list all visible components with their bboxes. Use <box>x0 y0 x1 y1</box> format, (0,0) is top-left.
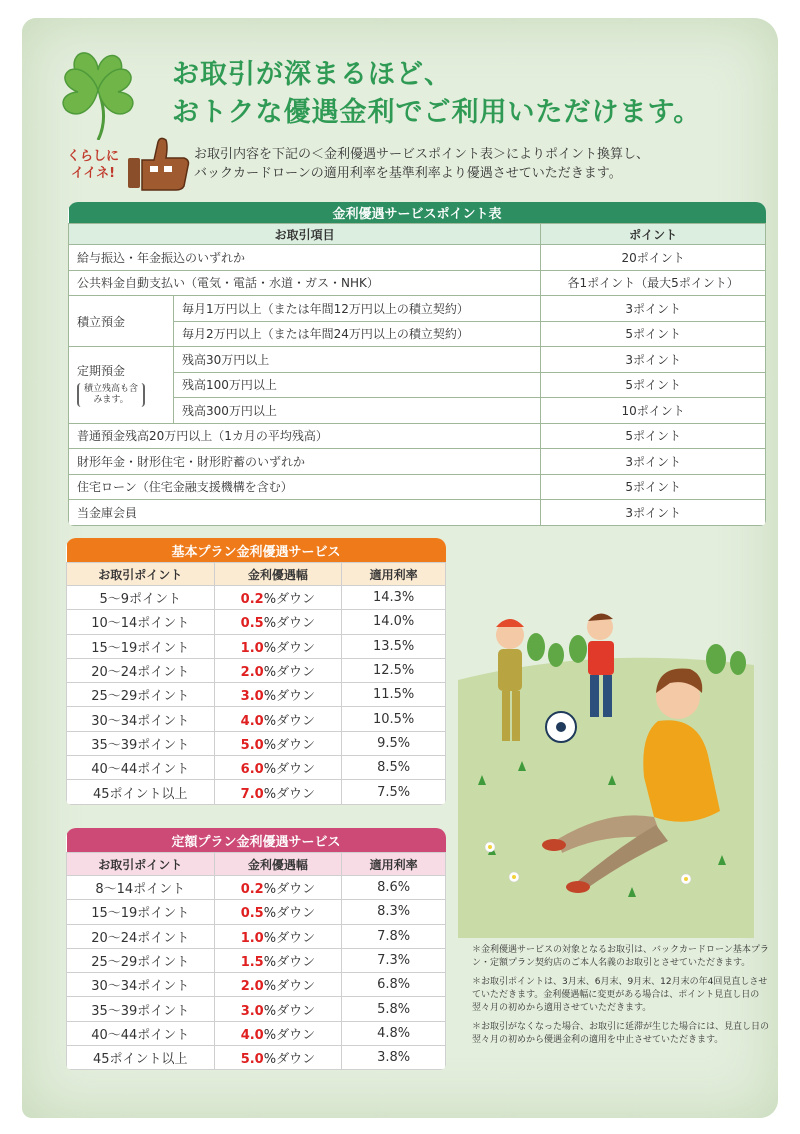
table-row <box>67 756 446 780</box>
points-cell: 40～44ポイント <box>67 1021 215 1045</box>
table-row <box>69 449 766 475</box>
points-cell: 35～39ポイント <box>67 997 215 1021</box>
rate-cell: 5.8% <box>342 997 446 1021</box>
rate-cell: 11.5% <box>342 683 446 707</box>
discount-value: 3.0 <box>240 689 264 705</box>
points-cell: 35～39ポイント <box>67 731 215 755</box>
kurashi-badge <box>58 148 128 182</box>
table-row <box>69 398 766 424</box>
table-row <box>67 900 446 924</box>
point-table-caption: 金利優遇サービスポイント表 <box>69 202 766 224</box>
fixed-plan-table <box>66 828 446 1070</box>
group-cell-teiki <box>69 347 174 424</box>
group-label-tsumitate: 積立預金 <box>69 296 174 347</box>
title-line-1: お取引が深まるほど、 <box>172 59 452 90</box>
table-row <box>67 731 446 755</box>
discount-suffix: %ダウン <box>263 616 316 632</box>
table-row <box>67 658 446 682</box>
discount-suffix: %ダウン <box>263 786 316 802</box>
fixed-plan-rows <box>67 876 446 1070</box>
discount-cell <box>214 780 342 804</box>
discount-cell <box>214 683 342 707</box>
discount-value: 1.0 <box>240 640 264 656</box>
table-row <box>69 474 766 500</box>
table-row <box>67 997 446 1021</box>
discount-cell <box>214 900 342 924</box>
item-cell: 毎月2万円以上（または年間24万円以上の積立契約） <box>173 321 540 347</box>
column-header-rate: 適用利率 <box>342 853 446 876</box>
table-row <box>67 780 446 804</box>
intro-line-1: お取引内容を下記の＜金利優遇サービスポイント表＞によりポイント換算し、 <box>194 147 650 162</box>
discount-cell <box>214 658 342 682</box>
title-line-2: おトクな優遇金利でご利用いただけます。 <box>172 97 702 128</box>
table-row <box>67 948 446 972</box>
point-cell: 3ポイント <box>541 296 766 322</box>
discount-suffix: %ダウン <box>263 713 316 729</box>
item-cell: 残高300万円以上 <box>173 398 540 424</box>
rate-cell: 8.5% <box>342 756 446 780</box>
discount-cell <box>214 610 342 634</box>
table-row <box>69 245 766 271</box>
rate-cell: 13.5% <box>342 634 446 658</box>
table-row <box>67 973 446 997</box>
point-cell: 20ポイント <box>541 245 766 271</box>
discount-value: 4.0 <box>240 1027 264 1043</box>
discount-value: 2.0 <box>240 665 264 681</box>
item-cell: 住宅ローン（住宅金融支援機構を含む） <box>69 474 541 500</box>
item-cell: 残高100万円以上 <box>173 372 540 398</box>
table-row <box>67 634 446 658</box>
discount-cell <box>214 924 342 948</box>
discount-suffix: %ダウン <box>263 640 316 656</box>
discount-value: 0.5 <box>240 906 264 922</box>
points-cell: 40～44ポイント <box>67 756 215 780</box>
rate-cell: 10.5% <box>342 707 446 731</box>
rate-cell: 7.3% <box>342 948 446 972</box>
rate-cell: 8.3% <box>342 900 446 924</box>
point-cell: 5ポイント <box>541 423 766 449</box>
discount-suffix: %ダウン <box>263 930 316 946</box>
discount-value: 0.2 <box>240 592 264 608</box>
basic-plan-caption: 基本プラン金利優遇サービス <box>67 538 446 563</box>
table-row <box>67 924 446 948</box>
discount-suffix: %ダウン <box>263 592 316 608</box>
table-row <box>67 610 446 634</box>
rate-cell: 4.8% <box>342 1021 446 1045</box>
point-cell: 3ポイント <box>541 500 766 526</box>
discount-value: 5.0 <box>240 1052 264 1068</box>
item-cell: 毎月1万円以上（または年間12万円以上の積立契約） <box>173 296 540 322</box>
column-header-item: お取引項目 <box>69 224 541 245</box>
rate-cell: 14.0% <box>342 610 446 634</box>
discount-value: 4.0 <box>240 713 264 729</box>
column-header-discount: 金利優遇幅 <box>214 853 342 876</box>
footnotes <box>472 944 776 1053</box>
discount-suffix: %ダウン <box>263 906 316 922</box>
fixed-plan-caption: 定額プラン金利優遇サービス <box>67 828 446 853</box>
rate-cell: 7.5% <box>342 780 446 804</box>
column-header-point: ポイント <box>541 224 766 245</box>
table-row <box>67 876 446 900</box>
table-row <box>69 321 766 347</box>
rate-cell: 3.8% <box>342 1046 446 1070</box>
footnote-2: ＊お取引ポイントは、3月末、6月末、9月末、12月末の年4回見直しさせていただきます。金利優遇幅に変更がある場合は、ポイント見直し日の翌々月の初めから適用させていただきます。 <box>472 977 768 1013</box>
page-title <box>172 56 701 132</box>
point-cell: 10ポイント <box>541 398 766 424</box>
family-park-illustration <box>458 585 754 938</box>
badge-line-2: イイネ! <box>70 166 116 181</box>
rate-cell: 12.5% <box>342 658 446 682</box>
footnote-1: ＊金利優遇サービスの対象となるお取引は、バックカードローン基本プラン・定額プラン契約店のご本人名義のお取引とさせていただきます。 <box>472 945 769 968</box>
column-header-points: お取引ポイント <box>67 853 215 876</box>
discount-value: 1.5 <box>240 955 264 971</box>
discount-value: 5.0 <box>240 737 264 753</box>
table-row <box>67 1021 446 1045</box>
group-label-teiki: 定期預金 <box>77 364 126 379</box>
points-cell: 45ポイント以上 <box>67 780 215 804</box>
discount-suffix: %ダウン <box>263 955 316 971</box>
badge-line-1: くらしに <box>66 149 119 164</box>
points-cell: 20～24ポイント <box>67 658 215 682</box>
points-cell: 5～9ポイント <box>67 586 215 610</box>
points-cell: 45ポイント以上 <box>67 1046 215 1070</box>
discount-cell <box>214 756 342 780</box>
table-row <box>69 372 766 398</box>
discount-cell <box>214 1021 342 1045</box>
discount-suffix: %ダウン <box>263 1052 316 1068</box>
basic-plan-header-row <box>67 563 446 586</box>
point-table-caption-row <box>69 202 766 224</box>
discount-cell <box>214 948 342 972</box>
discount-value: 0.5 <box>240 616 264 632</box>
table-row <box>67 1046 446 1070</box>
discount-cell <box>214 586 342 610</box>
table-row <box>69 296 766 322</box>
discount-value: 0.2 <box>240 882 264 898</box>
discount-suffix: %ダウン <box>263 1027 316 1043</box>
points-cell: 8～14ポイント <box>67 876 215 900</box>
four-leaf-clover-icon <box>48 40 148 140</box>
footnote-3: ＊お取引がなくなった場合、お取引に延滞が生じた場合には、見直し日の翌々月の初めから優遇金利の適用を中止させていただきます。 <box>472 1022 770 1045</box>
point-cell: 5ポイント <box>541 321 766 347</box>
basic-plan-rows <box>67 586 446 805</box>
group-note-teiki: 積立残高も含みます。 <box>77 383 145 407</box>
points-cell: 30～34ポイント <box>67 707 215 731</box>
table-row <box>69 270 766 296</box>
discount-value: 1.0 <box>240 930 264 946</box>
rate-cell: 14.3% <box>342 586 446 610</box>
points-cell: 10～14ポイント <box>67 610 215 634</box>
points-cell: 25～29ポイント <box>67 683 215 707</box>
point-cell: 5ポイント <box>541 372 766 398</box>
rate-cell: 7.8% <box>342 924 446 948</box>
discount-cell <box>214 707 342 731</box>
point-cell: 各1ポイント（最大5ポイント） <box>541 270 766 296</box>
column-header-discount: 金利優遇幅 <box>214 563 342 586</box>
table-row <box>69 423 766 449</box>
point-table-header-row <box>69 224 766 245</box>
discount-suffix: %ダウン <box>263 882 316 898</box>
fixed-plan-header-row <box>67 853 446 876</box>
rate-cell: 6.8% <box>342 973 446 997</box>
basic-plan-caption-row <box>67 538 446 563</box>
discount-suffix: %ダウン <box>263 979 316 995</box>
discount-cell <box>214 1046 342 1070</box>
table-row <box>67 683 446 707</box>
point-table <box>68 202 766 526</box>
discount-suffix: %ダウン <box>263 1003 316 1019</box>
rate-cell: 9.5% <box>342 731 446 755</box>
item-cell: 公共料金自動支払い（電気・電話・水道・ガス・NHK） <box>69 270 541 296</box>
discount-cell <box>214 973 342 997</box>
rate-cell: 8.6% <box>342 876 446 900</box>
discount-suffix: %ダウン <box>263 737 316 753</box>
item-cell: 普通預金残高20万円以上（1カ月の平均残高） <box>69 423 541 449</box>
table-row <box>69 500 766 526</box>
discount-value: 3.0 <box>240 1003 264 1019</box>
table-row <box>67 707 446 731</box>
discount-cell <box>214 997 342 1021</box>
discount-value: 7.0 <box>240 786 264 802</box>
table-row <box>69 347 766 373</box>
column-header-rate: 適用利率 <box>342 563 446 586</box>
discount-cell <box>214 876 342 900</box>
item-cell: 財形年金・財形住宅・財形貯蓄のいずれか <box>69 449 541 475</box>
intro-text <box>194 145 754 183</box>
thumbs-up-icon <box>126 136 192 192</box>
fixed-plan-caption-row <box>67 828 446 853</box>
discount-suffix: %ダウン <box>263 665 316 681</box>
points-cell: 15～19ポイント <box>67 634 215 658</box>
point-cell: 5ポイント <box>541 474 766 500</box>
points-cell: 30～34ポイント <box>67 973 215 997</box>
discount-suffix: %ダウン <box>263 689 316 705</box>
discount-cell <box>214 634 342 658</box>
discount-value: 2.0 <box>240 979 264 995</box>
point-cell: 3ポイント <box>541 347 766 373</box>
points-cell: 20～24ポイント <box>67 924 215 948</box>
points-cell: 15～19ポイント <box>67 900 215 924</box>
item-cell: 当金庫会員 <box>69 500 541 526</box>
item-cell: 残高30万円以上 <box>173 347 540 373</box>
intro-line-2: バックカードローンの適用利率を基準利率より優遇させていただきます。 <box>194 166 622 181</box>
item-cell: 給与振込・年金振込のいずれか <box>69 245 541 271</box>
point-cell: 3ポイント <box>541 449 766 475</box>
basic-plan-table <box>66 538 446 805</box>
table-row <box>67 586 446 610</box>
discount-suffix: %ダウン <box>263 762 316 778</box>
discount-value: 6.0 <box>240 762 264 778</box>
points-cell: 25～29ポイント <box>67 948 215 972</box>
discount-cell <box>214 731 342 755</box>
column-header-points: お取引ポイント <box>67 563 215 586</box>
